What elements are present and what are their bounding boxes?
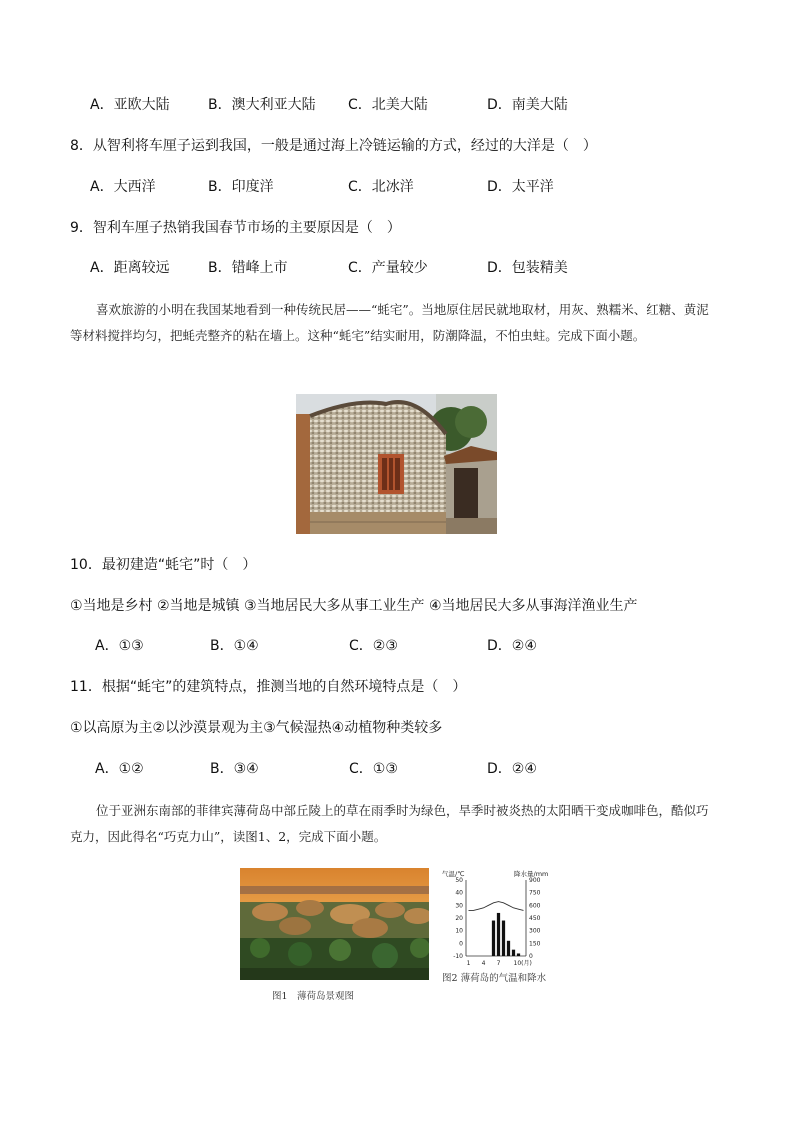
temperature-line	[469, 902, 524, 911]
q11-option-b: B．③④	[210, 761, 259, 777]
x-tick: 4	[481, 960, 486, 967]
figure1-caption: 图1 薄荷岛景观图	[272, 991, 355, 1002]
q10-option-b: B．①④	[210, 638, 259, 654]
q7-option-d: D．南美大陆	[487, 97, 568, 113]
q11-stem: 11．根据“蚝宅”的建筑特点，推测当地的自然环境特点是（ ）	[70, 679, 467, 695]
q9-option-b: B．错峰上市	[208, 260, 288, 276]
precip-bar	[492, 921, 495, 956]
q8-stem: 8．从智利将车厘子运到我国，一般是通过海上冷链运输的方式，经过的大洋是（ ）	[70, 138, 597, 154]
precip-bar	[497, 913, 500, 956]
q7-option-a: A．亚欧大陆	[90, 97, 170, 113]
y-tick-left: 30	[455, 902, 463, 910]
y-axis-left-label: 气温/℃	[442, 870, 465, 878]
passage-chocolate-hills: 位于亚洲东南部的菲律宾薄荷岛中部丘陵上的草在雨季时为绿色，旱季时被炎热的太阳晒干变成咖啡色，酷似巧克力，因此得名“巧克力山”，读图1、2，完成下面小题。	[70, 803, 709, 844]
precip-bar	[512, 950, 515, 956]
y-tick-left: 50	[455, 877, 463, 884]
y-tick-right: 0	[529, 953, 533, 960]
precip-bar	[517, 953, 520, 956]
q10-statements: ①当地是乡村 ②当地是城镇 ③当地居民大多从事工业生产 ④当地居民大多从事海洋渔业生产	[70, 598, 638, 614]
q9-option-a: A．距离较远	[90, 260, 170, 276]
y-tick-left: 10	[455, 927, 463, 935]
q9-option-c: C．产量较少	[348, 260, 428, 276]
precip-bar	[502, 921, 505, 956]
q8-option-c: C．北冰洋	[348, 179, 414, 195]
chocolate-hills-photo	[240, 868, 429, 980]
y-tick-right: 450	[529, 915, 541, 922]
q7-option-c: C．北美大陆	[348, 97, 428, 113]
q11-option-c: C．①③	[349, 761, 398, 777]
y-tick-right: 900	[529, 877, 541, 884]
x-tick: 1	[466, 960, 471, 967]
y-tick-right: 150	[529, 940, 541, 948]
y-tick-left: 40	[455, 889, 463, 897]
y-tick-right: 600	[529, 902, 541, 910]
oyster-house-photo	[296, 394, 497, 534]
q9-stem: 9．智利车厘子热销我国春节市场的主要原因是（ ）	[70, 220, 401, 236]
q8-option-a: A．大西洋	[90, 179, 156, 195]
q10-option-d: D．②④	[487, 638, 537, 654]
q10-option-c: C．②③	[349, 638, 398, 654]
q11-statements: ①以高原为主②以沙漠景观为主③气候湿热④动植物种类较多	[70, 720, 443, 736]
q7-option-b: B．澳大利亚大陆	[208, 97, 316, 113]
passage-oyster-house: 喜欢旅游的小明在我国某地看到一种传统民居——“蚝宅”。当地原住居民就地取材，用灰、熟糯米、红糖、黄泥等材料搅拌均匀，把蚝壳整齐的粘在墙上。这种“蚝宅”结实耐用，防潮降温，不怕虫蛀。完成下面小题。	[70, 302, 709, 343]
q10-stem: 10．最初建造“蚝宅”时（ ）	[70, 557, 257, 573]
q8-option-b: B．印度洋	[208, 179, 274, 195]
x-tick: 7	[496, 960, 501, 967]
q8-option-d: D．太平洋	[487, 179, 554, 195]
y-axis-right-label: 降水量/mm	[514, 870, 549, 878]
y-tick-left: 0	[459, 940, 463, 948]
q11-option-d: D．②④	[487, 761, 537, 777]
precip-bar	[507, 941, 510, 956]
x-tick: 10(月)	[513, 960, 532, 967]
q11-option-a: A．①②	[95, 761, 144, 777]
y-tick-left: 20	[455, 915, 463, 922]
q10-option-a: A．①③	[95, 638, 144, 654]
y-tick-right: 750	[529, 889, 541, 897]
y-tick-left: -10	[453, 953, 463, 960]
figure2-caption: 图2 薄荷岛的气温和降水	[442, 973, 547, 984]
y-tick-right: 300	[529, 927, 541, 935]
q9-option-d: D．包装精美	[487, 260, 568, 276]
